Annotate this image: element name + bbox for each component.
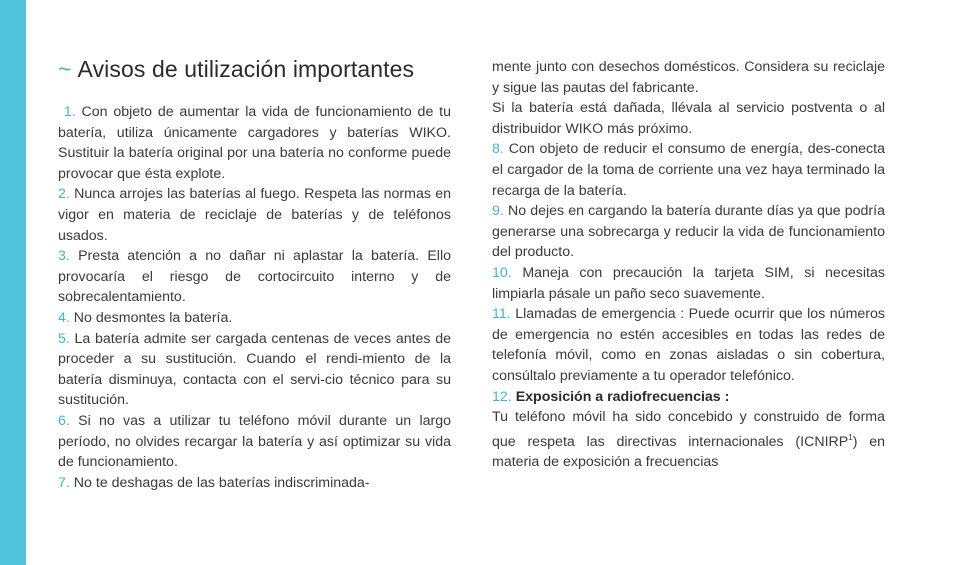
item-text: Presta atención a no dañar ni aplastar la batería. Ello provocaría el riesgo de cortocircuito interno y de sobrecalentamiento.: [58, 248, 451, 306]
item-12-title: Exposición a radiofrecuencias :: [515, 388, 730, 405]
item-number: 9.: [492, 203, 504, 220]
item-text: Con objeto de reducir el consumo de energía, des-conecta el cargador de la toma de corriente una vez haya terminado la recarga de la batería.: [492, 141, 885, 199]
item-11: [492, 304, 885, 386]
item-text: La batería admite ser cargada centenas de veces antes de proceder a su sustitución. Cuando el rendi-miento de la batería disminuya, contacta con el servi-cio técnico para su sustitución.: [58, 330, 451, 409]
item-number: 1.: [63, 104, 76, 120]
item-number: 5.: [58, 330, 70, 347]
item-3: [58, 246, 451, 308]
item-12-text-a: Tu teléfono móvil ha sido concebido y construido de forma que respeta las directivas internacionales (ICNIRP: [492, 409, 885, 450]
section-heading: [58, 56, 414, 83]
item-7-continued-2: Si la batería está dañada, llévala al servicio postventa o al distribuidor WIKO más próximo.: [492, 100, 885, 137]
item-7-continued: mente junto con desechos domésticos. Considera su reciclaje y sigue las pautas del fabricante.: [492, 59, 885, 96]
side-color-bar: [0, 0, 26, 565]
item-number: 10.: [492, 264, 512, 281]
item-4: [58, 308, 451, 329]
left-column: [58, 102, 451, 493]
item-number: 8.: [492, 141, 504, 158]
item-10: [492, 263, 885, 304]
item-6: [58, 411, 451, 473]
item-number: 11.: [492, 306, 511, 323]
item-9: [492, 201, 885, 263]
item-text: Llamadas de emergencia : Puede ocurrir que los números de emergencia no estén accesibles en todas las redes de telefonía móvil, como en zonas aisladas o sin cobertura, consúltalo previamente a tu operador telefónico.: [492, 306, 885, 384]
item-5: [58, 329, 451, 411]
right-column: [492, 57, 885, 473]
heading-title: Avisos de utilización importantes: [77, 56, 415, 82]
item-number: 4.: [58, 309, 70, 326]
heading-tilde: ~: [58, 56, 72, 82]
item-7: [58, 473, 451, 494]
item-8: [492, 139, 885, 201]
item-12-text-b: ) en materia de exposición a frecuencias: [492, 433, 885, 471]
item-number: 6.: [58, 412, 70, 429]
item-text: Maneja con precaución la tarjeta SIM, si necesitas limpiarla pásale un paño seco suavemente.: [492, 264, 885, 302]
item-text: No dejes en cargando la batería durante días ya que podría generarse una sobrecarga y reducir la vida de funcionamiento del producto.: [492, 203, 885, 261]
item-number: 7.: [58, 474, 70, 491]
item-12-heading: [492, 387, 885, 408]
item-number: 12.: [492, 388, 512, 405]
item-text: Con objeto de aumentar la vida de funcionamiento de tu batería, utiliza únicamente cargadores y baterías WIKO. Sustituir la batería original por una batería no conforme puede provocar que ésta explote.: [58, 104, 451, 182]
item-text: Nunca arrojes las baterías al fuego. Respeta las normas en vigor en materia de reciclaje de baterías y de teléfonos usados.: [58, 186, 451, 244]
item-text: Si no vas a utilizar tu teléfono móvil durante un largo período, no olvides recargar la batería y así optimizar su vida de funcionamiento.: [58, 412, 451, 471]
item-number: 2.: [58, 186, 70, 203]
item-text: No te deshagas de las baterías indiscriminada-: [73, 474, 370, 491]
item-12-text: [492, 407, 885, 473]
item-1: [58, 102, 451, 184]
item-text: No desmontes la batería.: [73, 309, 233, 326]
footnote-marker: 1: [848, 432, 853, 442]
item-number: 3.: [58, 248, 70, 265]
item-2: [58, 184, 451, 246]
